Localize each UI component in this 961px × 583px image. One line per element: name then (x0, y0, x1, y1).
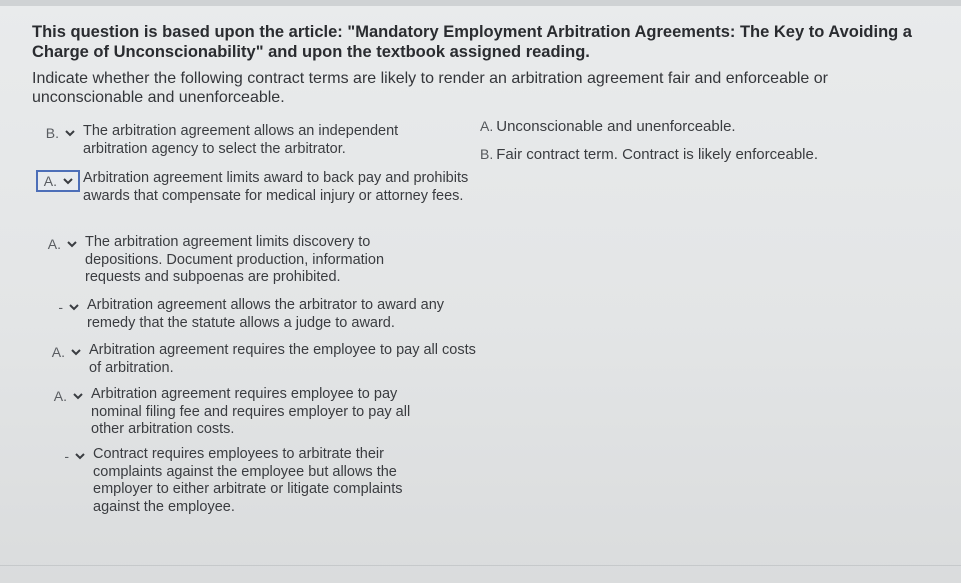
list-item (36, 170, 476, 205)
answer-option-b (480, 146, 818, 163)
list-item (46, 446, 446, 516)
chevron-down-icon (70, 346, 82, 358)
list-item (38, 234, 438, 287)
contract-term: Arbitration agreement limits award to back pay and prohibits awards that compensate for medical injury or attorney fees. (83, 170, 469, 204)
chevron-down-icon (68, 301, 80, 313)
answer-letter: A. (480, 118, 494, 134)
contract-term: Contract requires employees to arbitrate their complaints against the employee but allows the employer to either arbitrate or litigate complaints against the employee. (93, 446, 403, 515)
contract-term: Arbitration agreement requires employee to pay nominal filing fee and requires employer to pay all other arbitration costs. (91, 386, 411, 437)
answer-dropdown[interactable] (42, 342, 86, 362)
dropdown-value: - (58, 299, 63, 315)
dropdown-value: B. (45, 125, 59, 141)
answer-letter: B. (480, 146, 494, 162)
question-header: This question is based upon the article: "Mandatory Employment Arbitration Agreements: The Key to Avoiding a Charge of Unconscionability" and upon the textbook assigned reading. (32, 23, 912, 61)
answer-dropdown[interactable] (36, 123, 80, 143)
list-item (40, 297, 470, 332)
question-instructions: Indicate whether the following contract terms are likely to render an arbitration agreement fair and enforceable or unconscionable and unenforceable. (32, 70, 828, 106)
answer-text: Unconscionable and unenforceable. (496, 118, 736, 135)
dropdown-value: A. (53, 388, 67, 404)
dropdown-value: A. (51, 344, 65, 360)
list-item (42, 342, 482, 377)
contract-term: Arbitration agreement requires the employee to pay all costs of arbitration. (89, 342, 476, 376)
chevron-down-icon (72, 390, 84, 402)
chevron-down-icon (66, 238, 78, 250)
dropdown-value: A. (43, 173, 57, 189)
chevron-down-icon (64, 127, 76, 139)
top-border (0, 0, 961, 6)
answer-dropdown[interactable] (40, 297, 84, 317)
contract-term: The arbitration agreement allows an independent arbitration agency to select the arbitrator. (83, 123, 399, 157)
answer-option-a (480, 118, 736, 135)
answer-dropdown[interactable] (46, 446, 90, 466)
chevron-down-icon (74, 450, 86, 462)
dropdown-value: - (64, 448, 69, 464)
chevron-down-icon (62, 175, 74, 187)
answer-dropdown[interactable] (36, 170, 80, 192)
answer-dropdown[interactable] (38, 234, 82, 254)
list-item (44, 386, 454, 439)
answer-dropdown[interactable] (44, 386, 88, 406)
contract-term: The arbitration agreement limits discovery to depositions. Document production, information requests and subpoenas are prohibited. (85, 234, 385, 285)
bottom-divider (0, 565, 961, 566)
answer-text: Fair contract term. Contract is likely enforceable. (496, 146, 819, 163)
dropdown-value: A. (47, 236, 61, 252)
contract-term: Arbitration agreement allows the arbitrator to award any remedy that the statute allows a judge to award. (87, 297, 445, 331)
list-item (36, 123, 446, 158)
